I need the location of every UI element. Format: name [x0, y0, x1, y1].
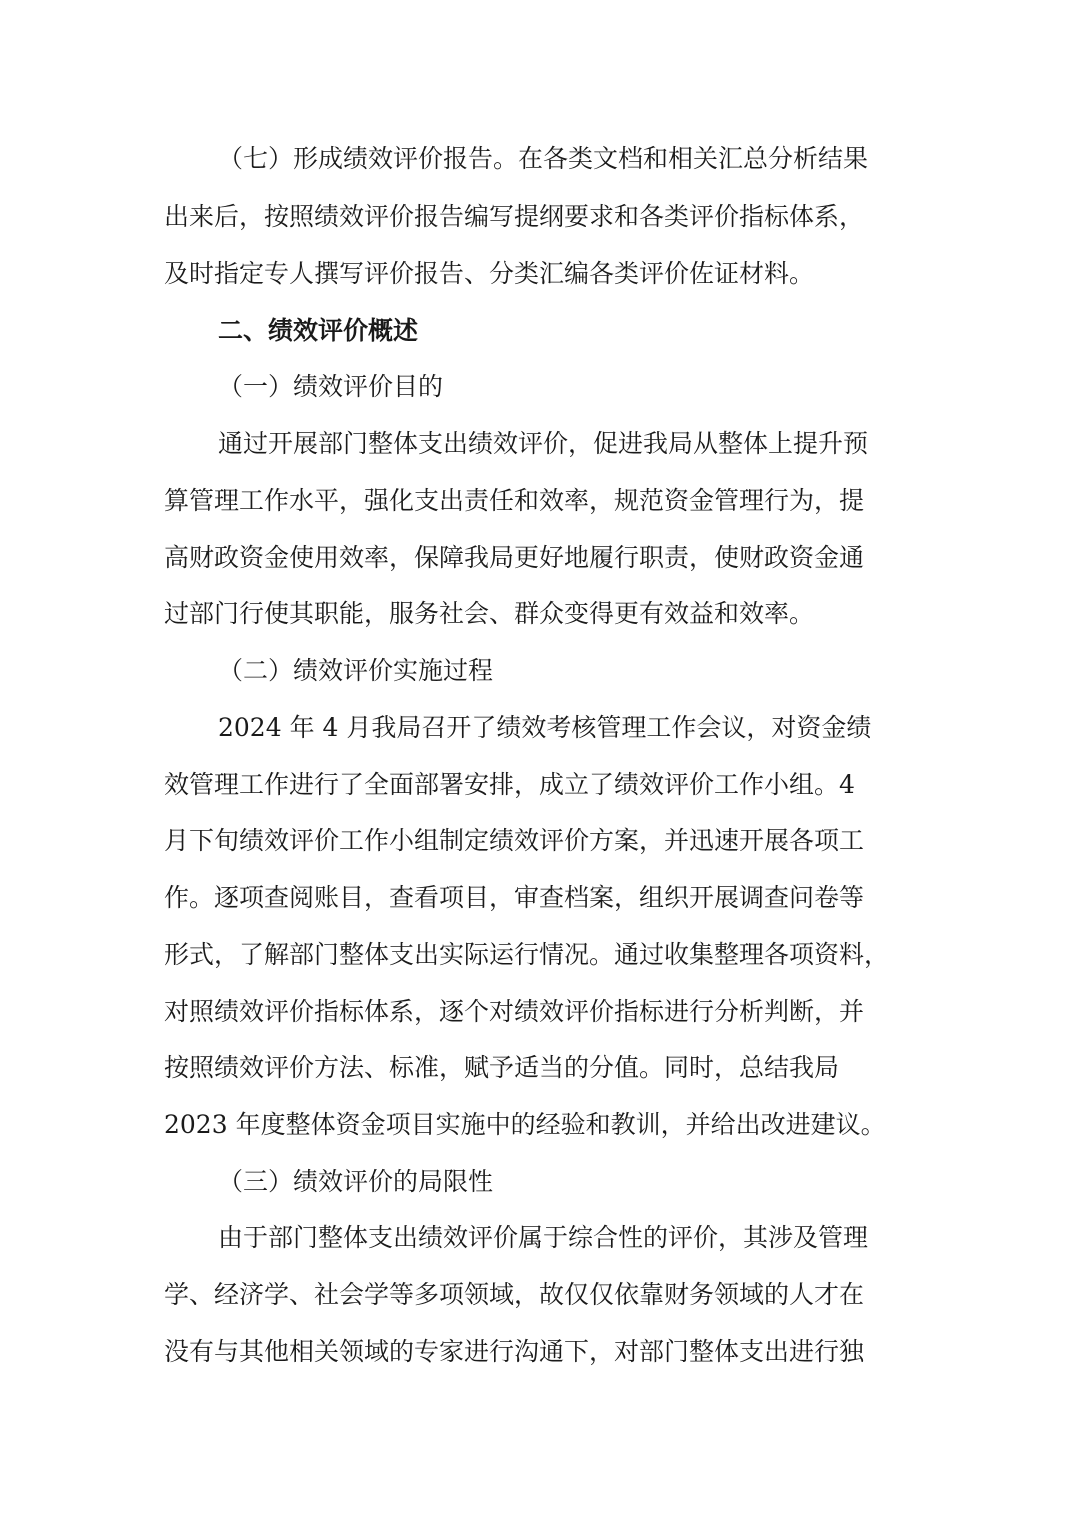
paragraph-1-line-1: [0, 427, 1074, 461]
text-line: （七）形成绩效评价报告。在各类文档和相关汇总分析结果: [218, 144, 869, 173]
text-line: 对照绩效评价指标体系，逐个对绩效评价指标进行分析判断，并: [164, 997, 865, 1026]
subsection-title: （二）绩效评价实施过程: [218, 656, 494, 685]
text-line: 出来后，按照绩效评价报告编写提纲要求和各类评价指标体系，: [164, 202, 865, 231]
paragraph-2-line-1: [0, 711, 1074, 745]
text-line: 效管理工作进行了全面部署安排，成立了绩效评价工作小组。4: [164, 770, 855, 799]
paragraph-7-line-3: [0, 257, 1074, 291]
paragraph-2-line-3: [0, 824, 1074, 858]
subsection-title: （三）绩效评价的局限性: [218, 1167, 494, 1196]
paragraph-3-line-3: [0, 1335, 1074, 1369]
paragraph-1-line-2: [0, 484, 1074, 518]
subheading-1: [0, 370, 1074, 404]
paragraph-2-line-2: [0, 768, 1074, 802]
paragraph-2-line-5: [0, 938, 1074, 972]
text-line: 没有与其他相关领域的专家进行沟通下，对部门整体支出进行独: [164, 1337, 865, 1366]
text-line: 通过开展部门整体支出绩效评价，促进我局从整体上提升预: [218, 429, 869, 458]
text-line: 月下旬绩效评价工作小组制定绩效评价方案，并迅速开展各项工: [164, 826, 865, 855]
text-line: 形式，了解部门整体支出实际运行情况。通过收集整理各项资料，: [164, 940, 890, 969]
paragraph-7-line-1: [0, 142, 1074, 176]
paragraph-2-line-7: [0, 1051, 1074, 1085]
text-line: 2023 年度整体资金项目实施中的经验和教训，并给出改进建议。: [164, 1110, 886, 1139]
paragraph-1-line-3: [0, 541, 1074, 575]
text-line: 由于部门整体支出绩效评价属于综合性的评价，其涉及管理: [218, 1223, 869, 1252]
subheading-2: [0, 654, 1074, 688]
subheading-3: [0, 1165, 1074, 1199]
paragraph-2-line-6: [0, 995, 1074, 1029]
text-line: 作。逐项查阅账目，查看项目，审查档案，组织开展调查问卷等: [164, 883, 865, 912]
text-line: 算管理工作水平，强化支出责任和效率，规范资金管理行为，提: [164, 486, 865, 515]
text-line: 过部门行使其职能，服务社会、群众变得更有效益和效率。: [164, 599, 815, 628]
text-line: 按照绩效评价方法、标准，赋予适当的分值。同时，总结我局: [164, 1053, 840, 1082]
paragraph-7-line-2: [0, 200, 1074, 234]
text-line: 高财政资金使用效率，保障我局更好地履行职责，使财政资金通: [164, 543, 865, 572]
section-heading-2: [0, 314, 1074, 348]
paragraph-2-line-4: [0, 881, 1074, 915]
section-title: 二、绩效评价概述: [218, 316, 419, 345]
subsection-title: （一）绩效评价目的: [218, 372, 444, 401]
paragraph-3-line-2: [0, 1278, 1074, 1312]
text-line: 及时指定专人撰写评价报告、分类汇编各类评价佐证材料。: [164, 259, 815, 288]
text-line: 2024 年 4 月我局召开了绩效考核管理工作会议，对资金绩: [218, 713, 872, 742]
paragraph-2-line-8: [0, 1108, 1074, 1142]
paragraph-3-line-1: [0, 1221, 1074, 1255]
text-line: 学、经济学、社会学等多项领域，故仅仅依靠财务领域的人才在: [164, 1280, 865, 1309]
paragraph-1-line-4: [0, 597, 1074, 631]
